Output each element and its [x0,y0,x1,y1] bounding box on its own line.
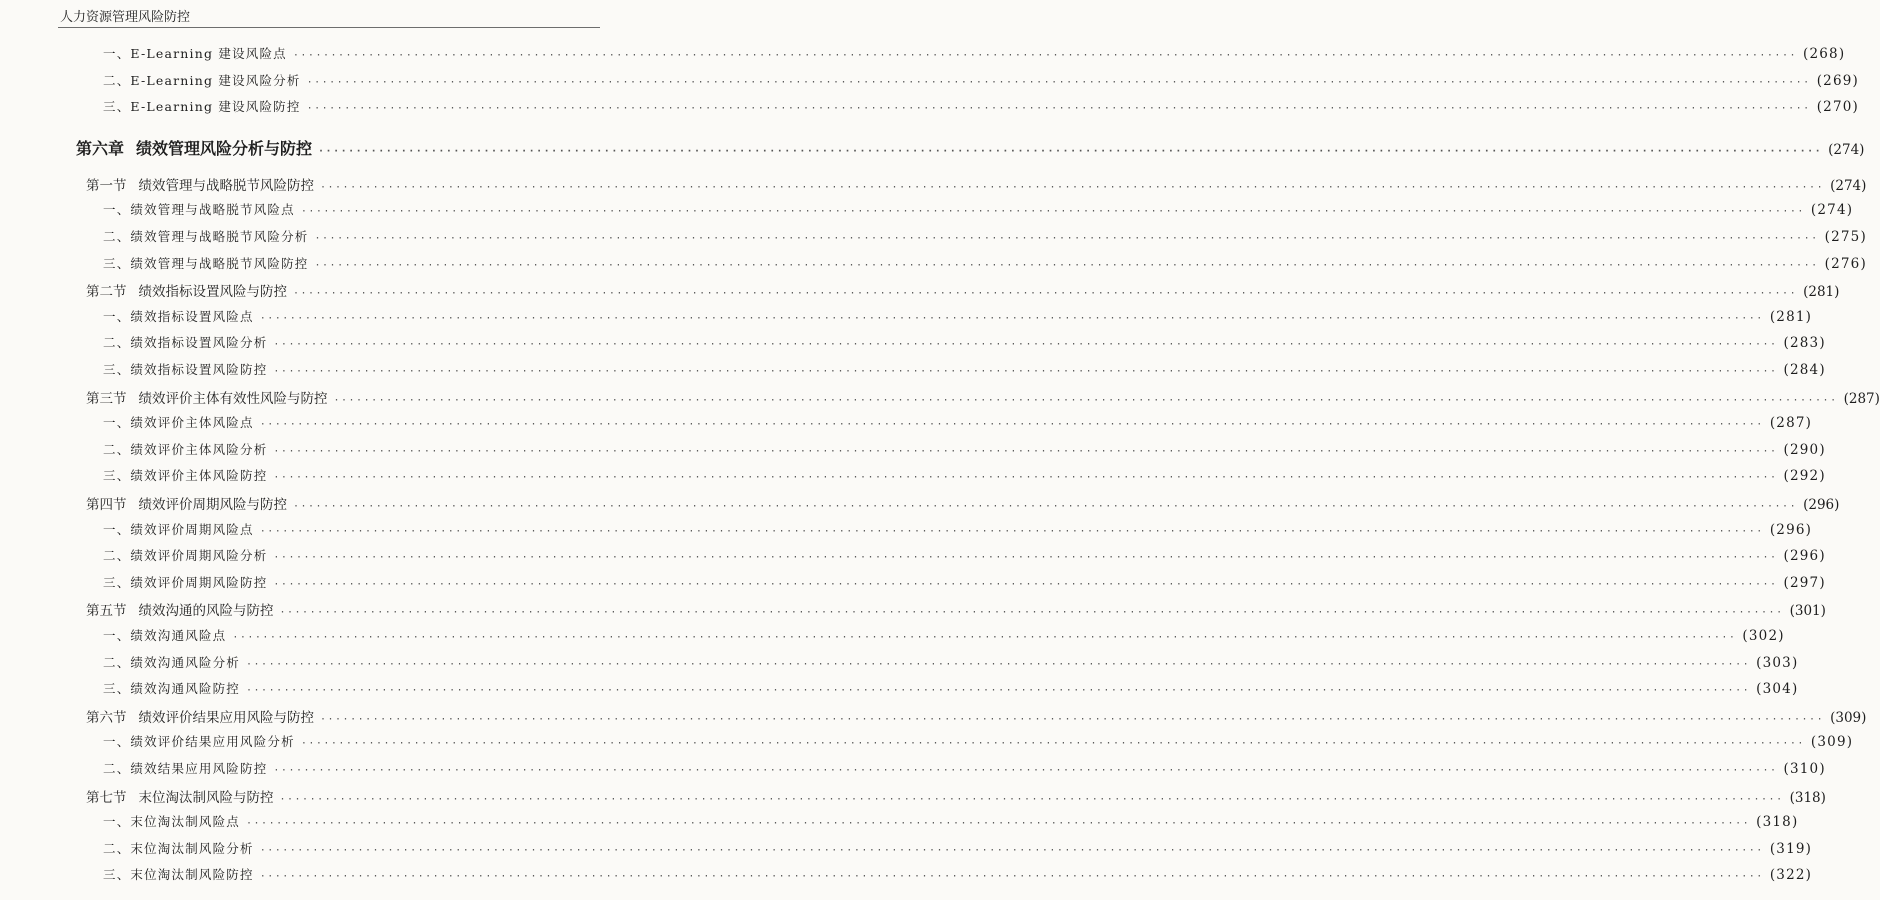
leader-dots: ········································································································································································································ [246,685,1751,697]
toc-title-text: 三、绩效评价周期风险防控 [103,574,268,590]
toc-title-text: 绩效评价主体有效性风险与防控 [138,390,328,407]
toc-label [103,546,267,564]
toc-section [86,599,1826,620]
toc-title-text: 二、绩效管理与战略脱节风险分析 [103,229,309,244]
toc-item [103,71,1860,89]
page-number: (318) [1756,814,1799,831]
page-number: (274) [1810,202,1854,219]
leader-dots: ········································································································································································································ [259,419,1764,431]
page-number: (274) [1830,177,1867,194]
leader-dots: ········································································································································································································ [293,288,1798,300]
toc-title-text: 一、绩效评价结果应用风险分析 [103,734,295,750]
toc-title-text: 一、末位淘汰制风险点 [103,814,241,830]
toc-section [86,280,1840,301]
leader-dots: ········································································································································································································ [293,501,1798,512]
toc-label [103,573,267,591]
toc-label [103,71,301,89]
toc-label [103,200,295,218]
toc-label [103,812,240,830]
toc-label [103,732,295,750]
toc-item [103,626,1785,644]
page-number: (322) [1769,867,1813,884]
section-number: 第三节 [86,390,127,407]
toc-title-text: 三、末位淘汰制风险防控 [103,867,254,883]
toc-label [86,786,274,806]
toc-title-text: 绩效评价周期风险与防控 [138,497,287,513]
toc-item [103,44,1846,62]
toc-item [103,254,1867,272]
toc-title-text: 绩效管理与战略脱节风险防控 [138,177,314,194]
leader-dots: ········································································································································································································ [246,818,1751,830]
toc-title-text: 一、绩效评价周期风险点 [103,521,254,537]
page-number: (301) [1789,603,1826,620]
toc-title-text: 三、E-Learning 建设风险防控 [103,99,301,115]
leader-dots: ········································································································································································································ [259,312,1764,324]
page-number: (296) [1769,521,1813,538]
toc-label [103,333,267,351]
page-number: (310) [1783,761,1826,777]
toc-item [103,440,1826,458]
page-number: (318) [1789,789,1826,806]
section-number: 第一节 [86,177,127,194]
toc-label [103,520,254,538]
toc-item [103,360,1826,378]
leader-dots: ········································································································································································································ [306,76,1811,88]
page-number: (319) [1769,840,1813,857]
toc-title-text: 绩效管理风险分析与防控 [136,138,313,158]
toc-label [103,307,254,325]
leader-dots: ········································································································································································································ [273,552,1778,564]
page-number: (292) [1783,468,1826,485]
page-number: (287) [1769,415,1813,432]
leader-dots: ········································································································································································································ [314,233,1819,244]
leader-dots: ········································································································································································································ [273,578,1778,590]
toc-item [103,307,1813,325]
toc-item [103,759,1826,777]
section-number: 第六节 [86,709,127,726]
toc-section [86,706,1867,726]
page-number: (275) [1824,229,1867,245]
leader-dots: ········································································································································································································ [273,339,1778,351]
page-number: (309) [1830,709,1867,726]
toc-item [103,679,1799,698]
toc-label [103,360,267,378]
toc-label [103,413,254,431]
toc-title-text: 三、绩效指标设置风险防控 [103,362,268,377]
toc-label [103,839,254,857]
toc-label [103,254,309,272]
leader-dots: ········································································································································································································ [273,472,1778,484]
toc-label [103,466,267,484]
toc-item [103,812,1799,831]
toc-label [103,653,240,671]
toc-title-text: 一、E-Learning 建设风险点 [103,46,287,61]
toc-title-text: 一、绩效管理与战略脱节风险点 [103,202,295,218]
toc-section [86,174,1867,194]
toc-label [103,865,254,883]
toc-item [103,200,1854,219]
toc-title-text: 三、绩效管理与战略脱节风险防控 [103,255,309,271]
toc-title-text: 二、绩效评价主体风险分析 [103,441,268,457]
toc-label [76,136,312,159]
page-number: (270) [1816,99,1860,116]
leader-dots: ········································································································································································································ [232,632,1737,643]
toc-title-text: 三、绩效沟通风险防控 [103,681,241,697]
toc-title-text: 绩效指标设置风险与防控 [138,284,287,301]
leader-dots: ········································································································································································································ [246,658,1751,670]
page-number: (281) [1803,284,1840,301]
toc-item [103,546,1826,565]
page-number: (296) [1783,548,1826,565]
toc-title-text: 二、绩效指标设置风险分析 [103,335,268,351]
section-number: 第四节 [86,497,127,513]
toc-label [86,706,314,726]
toc-label [86,174,314,194]
leader-dots: ········································································································································································································ [320,181,1825,193]
toc-label [103,97,301,115]
leader-dots: ········································································································································································································ [259,871,1764,883]
toc-label [103,440,267,458]
toc-item [103,653,1799,671]
toc-title-text: 绩效评价结果应用风险与防控 [138,709,314,726]
toc-label [103,626,226,644]
toc-title-text: 三、绩效评价主体风险防控 [103,468,268,484]
chapter-number: 第六章 [76,138,125,158]
toc-item [103,227,1867,245]
toc-label [103,679,240,697]
toc-title-text: 二、E-Learning 建设风险分析 [103,72,301,88]
page-number: (304) [1756,681,1799,698]
page-number: (296) [1803,497,1840,513]
page-number: (283) [1783,335,1826,352]
page-number: (309) [1810,734,1854,751]
leader-dots: ········································································································································································································ [259,525,1764,537]
section-number: 第五节 [86,603,127,620]
page-number: (303) [1756,654,1799,671]
toc-item [103,732,1854,751]
toc-label [103,759,267,777]
page-number: (268) [1803,46,1846,62]
page-number: (297) [1783,574,1826,591]
toc-title-text: 二、绩效沟通风险分析 [103,654,241,670]
page-number: (302) [1742,628,1785,644]
toc-title-text: 一、绩效指标设置风险点 [103,308,254,324]
toc-title-text: 二、绩效评价周期风险分析 [103,548,268,564]
leader-dots: ········································································································································································································ [279,607,1784,619]
toc-label [86,599,274,619]
toc-item [103,466,1826,485]
toc-item [103,97,1860,116]
toc-item [103,839,1813,857]
leader-dots: ········································································································································································································ [273,366,1778,377]
toc-item [103,573,1826,591]
toc-section [86,786,1826,806]
toc-title-text: 二、绩效结果应用风险防控 [103,761,268,776]
toc-title-text: 末位淘汰制风险与防控 [138,789,274,806]
toc-title-text: 一、绩效评价主体风险点 [103,415,254,431]
leader-dots: ········································································································································································································ [279,793,1784,805]
toc-item [103,520,1813,538]
leader-dots: ········································································································································································································ [306,103,1811,115]
toc-item [103,413,1813,432]
toc-label [103,44,287,62]
leader-dots: ········································································································································································································ [292,50,1797,61]
page-number: (274) [1828,141,1865,158]
running-head-title: 人力资源管理风险防控 [60,10,191,25]
toc-label [86,387,328,407]
page-number: (284) [1783,362,1826,378]
leader-dots: ········································································································································································································ [314,259,1819,271]
page-number: (290) [1783,441,1826,458]
toc-label [86,493,287,513]
leader-dots: ········································································································································································································ [273,445,1778,457]
leader-dots: ········································································································································································································ [273,765,1778,776]
leader-dots: ········································································································································································································ [300,738,1805,750]
toc-section [86,387,1880,407]
leader-dots: ········································································································································································································ [318,145,1823,157]
toc-label [103,227,309,245]
page-number: (287) [1843,390,1880,407]
toc-title-text: 一、绩效沟通风险点 [103,628,227,643]
toc-item [103,333,1826,352]
section-number: 第二节 [86,284,127,301]
section-number: 第七节 [86,789,127,806]
toc-title-text: 二、末位淘汰制风险分析 [103,840,254,856]
leader-dots: ········································································································································································································ [333,394,1838,406]
toc-chapter [76,136,1865,159]
page-number: (281) [1769,308,1813,325]
toc-title-text: 绩效沟通的风险与防控 [138,603,274,620]
toc-item [103,865,1813,884]
page-number: (276) [1824,255,1867,272]
page-number: (269) [1816,72,1860,89]
leader-dots: ········································································································································································································ [300,206,1805,218]
toc-label [86,280,287,300]
leader-dots: ········································································································································································································ [259,844,1764,856]
leader-dots: ········································································································································································································ [320,713,1825,725]
toc-section [86,493,1840,513]
